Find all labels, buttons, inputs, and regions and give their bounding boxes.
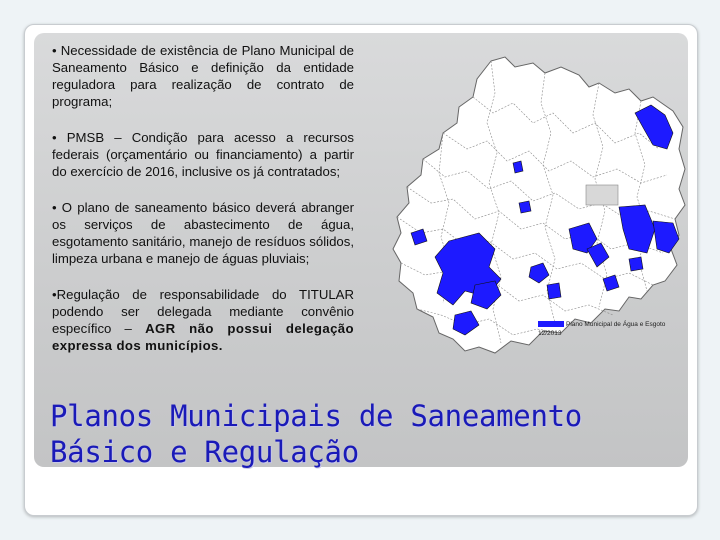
legend-date: 12/2013 [538, 330, 562, 337]
legend-swatch [538, 321, 564, 327]
bullet-item: • PMSB – Condição para acesso a recursos federais (orçamentário ou financiamento) a partir do exercício de 2016, inclusive os já contratados; [52, 130, 354, 179]
bullet-text: •Regulação de responsabilidade do TITULAR podendo ser delegada mediante convênio específico – [52, 287, 354, 336]
federal-district-box [586, 185, 618, 205]
map-region [513, 161, 523, 173]
map-region [629, 257, 643, 271]
legend-label: Plano Municipal de Água e Esgoto [566, 321, 666, 328]
slide-title-line: Básico e Regulação [50, 435, 359, 469]
bullet-bold-text: AGR não possui delegação expressa dos municípios. [52, 321, 355, 353]
bullet-item: • O plano de saneamento básico deverá abranger os serviços de abastecimento de água, esgotamento sanitário, manejo de resíduos sólidos, limpeza urbana e manejo de águas pluviais; [52, 200, 354, 266]
bullet-item: • Necessidade de existência de Plano Municipal de Saneamento Básico e definição da entidade reguladora para realização de contrato de programa; [52, 43, 354, 109]
slide-title [50, 398, 690, 470]
map-region [547, 283, 561, 299]
bullet-list [52, 42, 354, 373]
map-region [519, 201, 531, 213]
goias-map [383, 53, 690, 361]
slide-title-line: Planos Municipais de Saneamento [50, 399, 582, 433]
legend-entry [538, 320, 665, 329]
bullet-item [52, 286, 354, 354]
map-legend [538, 320, 665, 338]
map-graphic [383, 53, 690, 361]
